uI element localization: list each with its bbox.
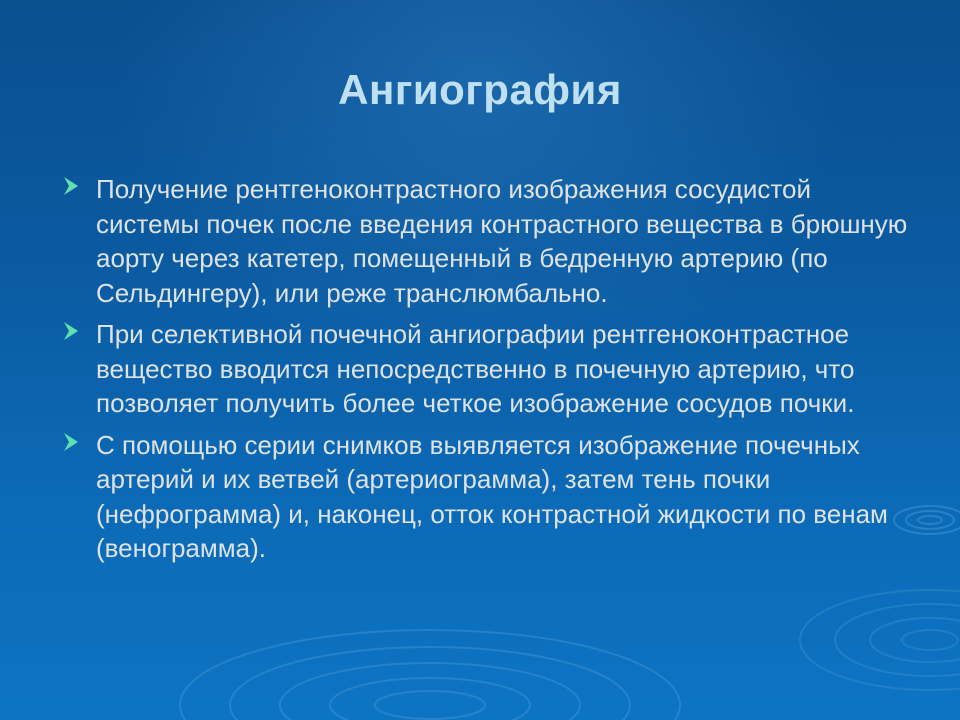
bullet-list (62, 172, 912, 573)
bullet-text: С помощью серии снимков выявляется изображение почечных артерий и их ветвей (артериограмма), затем тень почки (нефрограмма) и, наконец, отток контрастной жидкости по венам (венограмма). (96, 429, 888, 563)
slide-title: Ангиография (338, 66, 622, 113)
bullet-item (62, 317, 912, 421)
arrowhead-bullet-icon (62, 430, 80, 454)
bullet-text: При селективной почечной ангиографии рентгеноконтрастное вещество вводится непосредственно в почечную артерию, что позволяет получить более четкое изображение сосудов почки. (96, 319, 855, 418)
bullet-text: Получение рентгеноконтрастного изображения сосудистой системы почек после введения контрастного вещества в брюшную аорту через катетер, помещенный в бедренную артерию (по Сельдингеру), или реже транслюмбально. (96, 174, 908, 308)
bullet-item (62, 428, 912, 566)
arrowhead-bullet-icon (62, 319, 80, 343)
bullet-item (62, 172, 912, 310)
arrowhead-bullet-icon (62, 174, 80, 198)
